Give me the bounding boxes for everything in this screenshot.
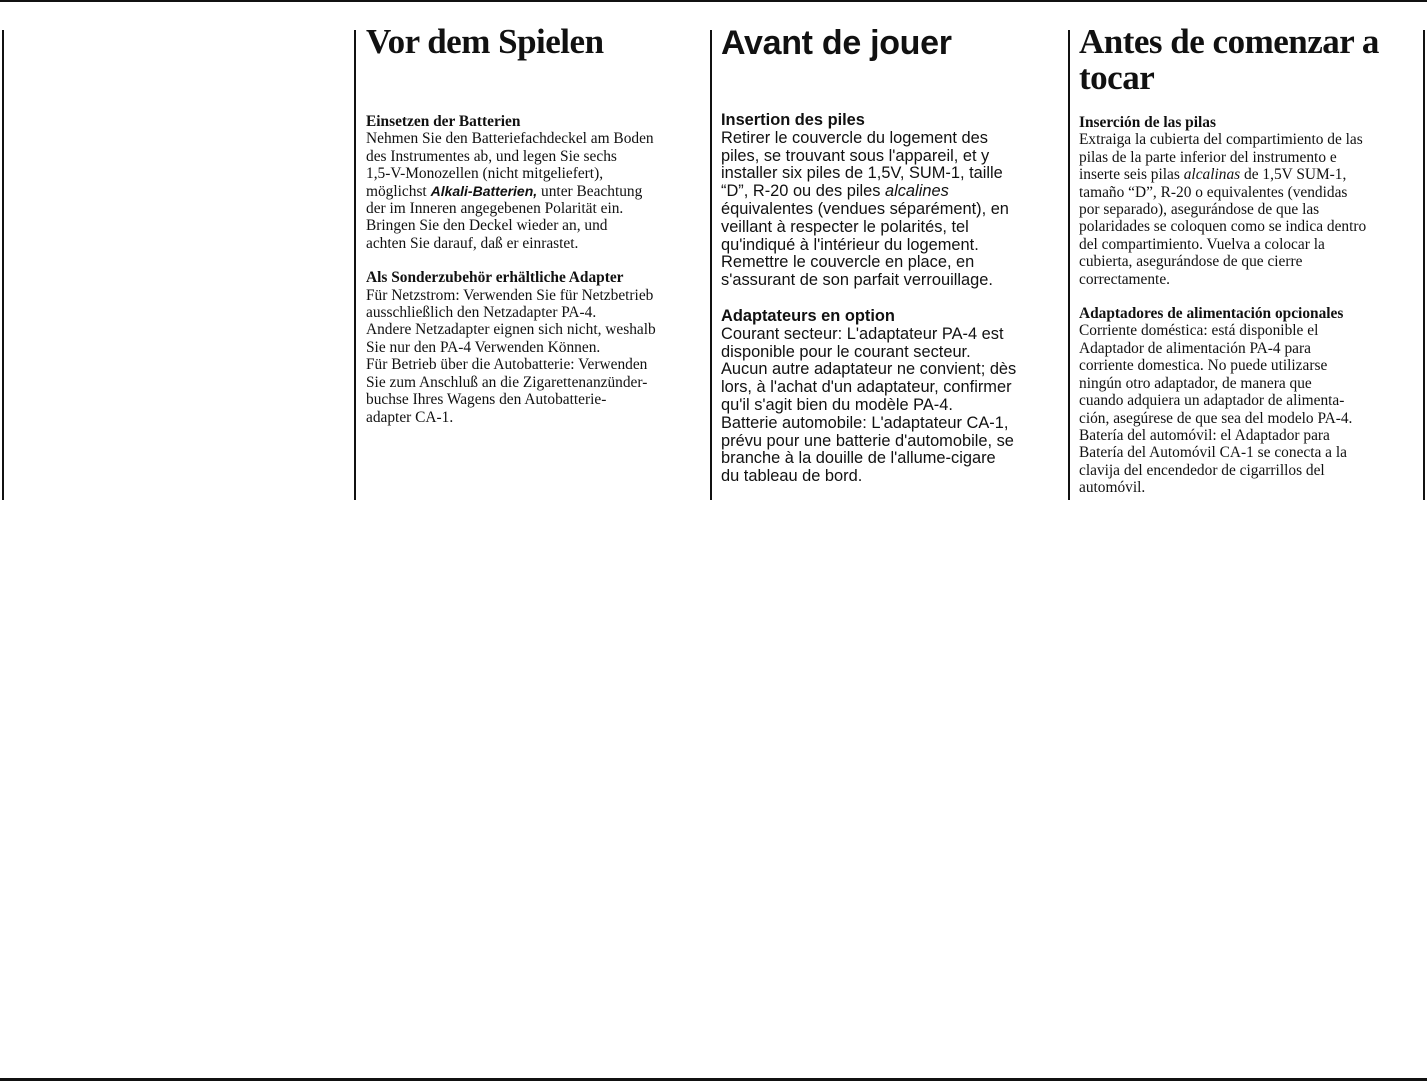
french-alcalines-emphasis: alcalines bbox=[884, 182, 949, 201]
top-rule bbox=[0, 0, 1427, 2]
spanish-adapter-line: corriente domestica. No puede utilizarse bbox=[1079, 357, 1328, 375]
french-battery-heading: Insertion des piles bbox=[721, 111, 865, 129]
spanish-adapter-line: Corriente doméstica: está disponible el bbox=[1079, 322, 1319, 340]
german-battery-line: Nehmen Sie den Batteriefachdeckel am Boden bbox=[366, 130, 654, 148]
french-adapter-line: Courant secteur: L'adaptateur PA-4 est bbox=[721, 324, 1004, 343]
spanish-adapter-line: automóvil. bbox=[1079, 479, 1146, 497]
spanish-title bbox=[1079, 24, 1421, 96]
spanish-battery-line: del compartimiento. Vuelva a colocar la bbox=[1079, 235, 1325, 253]
spanish-adapter-section bbox=[1079, 305, 1421, 496]
french-adapter-line: Aucun autre adaptateur ne convient; dès bbox=[721, 360, 1017, 379]
french-adapter-line: Batterie automobile: L'adaptateur CA-1, bbox=[721, 413, 1009, 432]
german-adapter-line: ausschließlich den Netzadapter PA-4. bbox=[366, 304, 597, 322]
german-battery-line bbox=[366, 183, 706, 200]
french-battery-line: équivalentes (vendues séparément), en bbox=[721, 199, 1009, 218]
german-adapter-line: Sie zum Anschluß an die Zigarettenanzünder- bbox=[366, 373, 648, 391]
spanish-adapter-line: cuando adquiera un adaptador de alimenta- bbox=[1079, 392, 1345, 410]
spanish-alcalinas-emphasis: alcalinas bbox=[1183, 166, 1241, 184]
spanish-adapter-line: clavija del encendedor de cigarrillos del bbox=[1079, 461, 1325, 479]
spanish-battery-section bbox=[1079, 114, 1421, 288]
spanish-battery-line: tamaño “D”, R-20 o equivalentes (vendidas bbox=[1079, 183, 1348, 201]
german-adapter-line: Andere Netzadapter eignen sich nicht, weshalb bbox=[366, 321, 656, 339]
spanish-adapter-line: Batería del automóvil: el Adaptador para bbox=[1079, 426, 1330, 444]
german-battery-text: unter Beachtung bbox=[541, 182, 643, 200]
french-battery-section bbox=[721, 112, 1063, 290]
french-adapter-line: du tableau de bord. bbox=[721, 467, 863, 486]
german-adapter-line: Sie nur den PA-4 Verwenden Können. bbox=[366, 338, 601, 356]
column-divider-5 bbox=[1423, 30, 1425, 500]
german-title: Vor dem Spielen bbox=[366, 22, 604, 61]
spanish-adapter-line: Adaptador de alimentación PA-4 para bbox=[1079, 339, 1311, 357]
spanish-battery-line: cubierta, asegurándose de que cierre bbox=[1079, 253, 1303, 271]
german-alkali-emphasis: Alkali-Batterien, bbox=[430, 182, 538, 199]
spanish-title-line: tocar bbox=[1079, 58, 1155, 97]
spanish-battery-line: polaridades se coloquen como se indica dentro bbox=[1079, 218, 1367, 236]
french-adapter-section bbox=[721, 308, 1063, 486]
spanish-adapter-line: Batería del Automóvil CA-1 se conecta a la bbox=[1079, 444, 1347, 462]
german-adapter-section bbox=[366, 269, 706, 426]
german-battery-line: 1,5-V-Monozellen (nicht mitgeliefert), bbox=[366, 165, 604, 183]
german-battery-line: achten Sie darauf, daß er einrastet. bbox=[366, 234, 579, 252]
column-divider-4 bbox=[1068, 30, 1070, 500]
spanish-column bbox=[1079, 24, 1421, 497]
column-divider-3 bbox=[710, 30, 712, 500]
french-adapter-line: disponible pour le courant secteur. bbox=[721, 342, 971, 361]
french-title: Avant de jouer bbox=[721, 24, 952, 62]
german-adapter-line: Für Netzstrom: Verwenden Sie für Netzbetrieb bbox=[366, 286, 654, 304]
french-adapter-line: prévu pour une batterie d'automobile, se bbox=[721, 431, 1014, 450]
french-battery-line: installer six piles de 1,5V, SUM-1, taille bbox=[721, 164, 1003, 183]
bottom-rule bbox=[0, 1078, 1427, 1081]
column-divider-1 bbox=[2, 30, 4, 500]
spanish-battery-line bbox=[1079, 166, 1421, 183]
german-adapter-line: adapter CA-1. bbox=[366, 408, 454, 426]
french-battery-line: veillant à respecter le polarités, tel bbox=[721, 217, 969, 236]
german-adapter-line: buchse Ihres Wagens den Autobatterie- bbox=[366, 391, 607, 409]
german-battery-line: Bringen Sie den Deckel wieder an, und bbox=[366, 217, 608, 235]
german-battery-line: der im Inneren angegebenen Polarität ein. bbox=[366, 200, 624, 218]
french-adapter-line: qu'il s'agit bien du modèle PA-4. bbox=[721, 395, 953, 414]
german-adapter-heading: Als Sonderzubehör erhältliche Adapter bbox=[366, 269, 624, 287]
german-battery-heading: Einsetzen der Batterien bbox=[366, 113, 521, 130]
column-divider-2 bbox=[354, 30, 356, 500]
french-column bbox=[721, 24, 1063, 486]
spanish-battery-line: por separado), asegurándose de que las bbox=[1079, 201, 1320, 219]
spanish-battery-text: inserte seis pilas bbox=[1079, 166, 1180, 184]
french-adapter-heading: Adaptateurs en option bbox=[721, 306, 895, 325]
german-battery-line: des Instrumentes ab, und legen Sie sechs bbox=[366, 147, 617, 165]
french-battery-text: “D”, R-20 ou des piles bbox=[721, 182, 881, 201]
french-battery-line: Remettre le couvercle en place, en bbox=[721, 253, 975, 272]
spanish-battery-heading: Inserción de las pilas bbox=[1079, 114, 1216, 131]
spanish-adapter-heading: Adaptadores de alimentación opcionales bbox=[1079, 305, 1344, 323]
spanish-battery-line: pilas de la parte inferior del instrumento e bbox=[1079, 148, 1337, 166]
french-battery-line: s'assurant de son parfait verrouillage. bbox=[721, 271, 993, 290]
spanish-battery-text: de 1,5V SUM-1, bbox=[1244, 166, 1347, 184]
french-adapter-line: lors, à l'achat d'un adaptateur, confirmer bbox=[721, 378, 1012, 397]
french-adapter-line: branche à la douille de l'allume-cigare bbox=[721, 449, 996, 468]
spanish-battery-line: Extraiga la cubierta del compartimiento de las bbox=[1079, 131, 1363, 149]
french-battery-line: Retirer le couvercle du logement des bbox=[721, 128, 988, 147]
german-adapter-line: Für Betrieb über die Autobatterie: Verwenden bbox=[366, 356, 648, 374]
french-battery-line: qu'indiqué à l'intérieur du logement. bbox=[721, 235, 979, 254]
spanish-battery-line: correctamente. bbox=[1079, 270, 1170, 288]
spanish-adapter-line: ningún otro adaptador, de manera que bbox=[1079, 374, 1312, 392]
german-column bbox=[366, 24, 706, 426]
german-battery-section bbox=[366, 113, 706, 252]
spanish-title-line: Antes de comenzar a bbox=[1079, 22, 1379, 61]
french-battery-line: piles, se trouvant sous l'appareil, et y bbox=[721, 146, 990, 165]
german-battery-text: möglichst bbox=[366, 182, 427, 200]
french-battery-line bbox=[721, 183, 1063, 201]
spanish-adapter-line: ción, asegúrese de que sea del modelo PA-4. bbox=[1079, 409, 1353, 427]
